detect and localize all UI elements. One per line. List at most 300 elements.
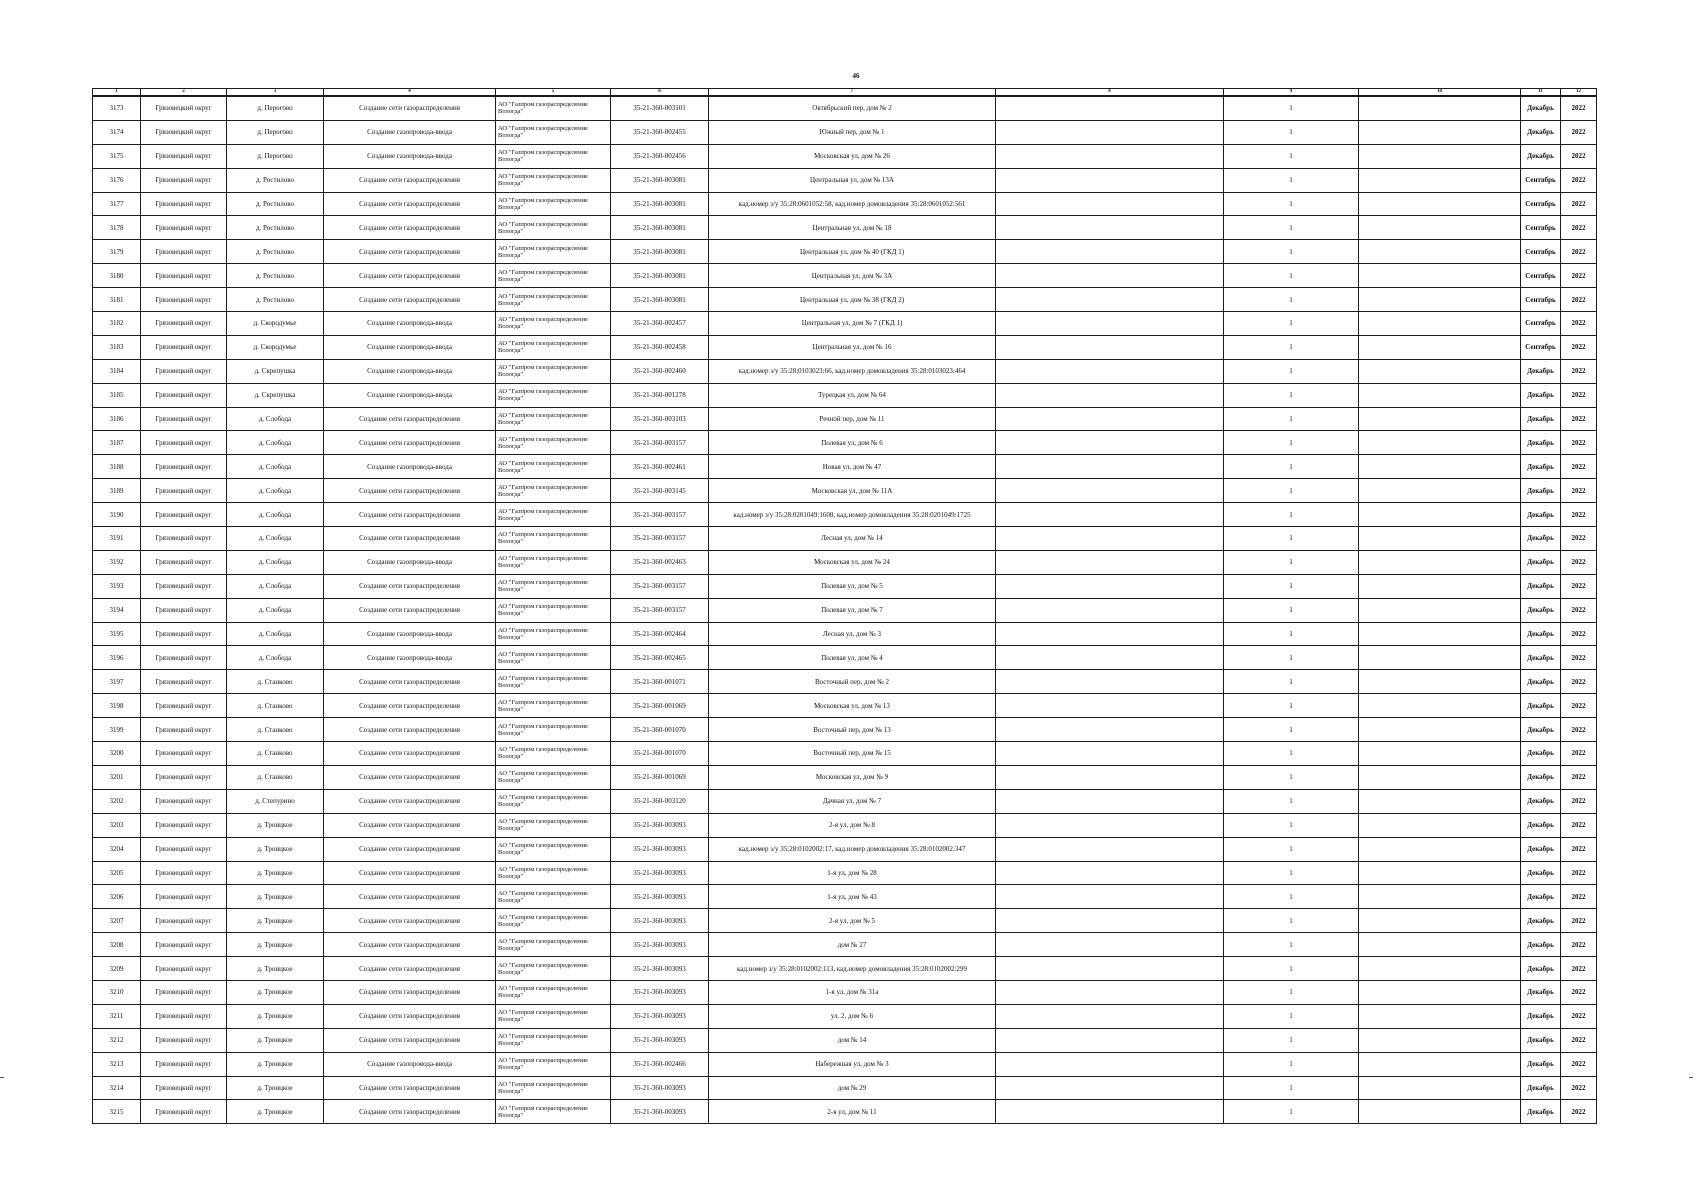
month-cell: Декабрь	[1521, 503, 1561, 527]
empty-cell-8	[996, 646, 1224, 670]
row-number: 3179	[93, 240, 141, 264]
empty-cell-10	[1359, 455, 1521, 479]
address-cell: кад.номер з/у 35:28:0201049:1608, кад.номер домовладения 35:28:0201049:1725	[709, 503, 996, 527]
work-type-cell: Создание сети газораспределения	[324, 885, 496, 909]
row-number: 3192	[93, 550, 141, 574]
month-cell: Декабрь	[1521, 765, 1561, 789]
organization-cell: АО "Газпром газораспределение Вологда"	[496, 670, 611, 694]
row-number: 3195	[93, 622, 141, 646]
year-cell: 2022	[1561, 407, 1597, 431]
empty-cell-10	[1359, 694, 1521, 718]
district-cell: Грязовецкий округ	[141, 216, 227, 240]
object-code-cell: 35-21-360-002466	[611, 1052, 709, 1076]
address-cell: Центральная ул, дом № 13А	[709, 168, 996, 192]
table-row	[93, 335, 1597, 359]
settlement-cell: д. Ростилово	[227, 216, 324, 240]
district-cell: Грязовецкий округ	[141, 431, 227, 455]
month-cell: Декабрь	[1521, 120, 1561, 144]
settlement-cell: д. Скородумье	[227, 335, 324, 359]
organization-cell: АО "Газпром газораспределение Вологда"	[496, 718, 611, 742]
work-type-cell: Создание газопровода-ввода	[324, 646, 496, 670]
object-code-cell: 35-21-360-003093	[611, 980, 709, 1004]
month-cell: Сентябрь	[1521, 335, 1561, 359]
table-row	[93, 1076, 1597, 1100]
object-code-cell: 35-21-360-003157	[611, 527, 709, 551]
row-number: 3204	[93, 837, 141, 861]
address-cell: Полевая ул, дом № 7	[709, 598, 996, 622]
settlement-cell: д. Троицкое	[227, 885, 324, 909]
column-number-11: 11	[1521, 89, 1561, 97]
work-type-cell: Создание сети газораспределения	[324, 933, 496, 957]
empty-cell-10	[1359, 240, 1521, 264]
organization-cell: АО "Газпром газораспределение Вологда"	[496, 359, 611, 383]
empty-cell-8	[996, 1100, 1224, 1124]
empty-cell-8	[996, 980, 1224, 1004]
month-cell: Декабрь	[1521, 861, 1561, 885]
organization-cell: АО "Газпром газораспределение Вологда"	[496, 288, 611, 312]
empty-cell-10	[1359, 598, 1521, 622]
empty-cell-10	[1359, 861, 1521, 885]
work-type-cell: Создание сети газораспределения	[324, 670, 496, 694]
quantity-cell: 1	[1224, 861, 1359, 885]
year-cell: 2022	[1561, 240, 1597, 264]
organization-cell: АО "Газпром газораспределение Вологда"	[496, 789, 611, 813]
empty-cell-8	[996, 837, 1224, 861]
column-number-8: 8	[996, 89, 1224, 97]
table-row	[93, 574, 1597, 598]
month-cell: Декабрь	[1521, 813, 1561, 837]
table-row	[93, 742, 1597, 766]
row-number: 3198	[93, 694, 141, 718]
settlement-cell: д. Троицкое	[227, 1004, 324, 1028]
address-cell: ул. 2, дом № 6	[709, 1004, 996, 1028]
work-type-cell: Создание сети газораспределения	[324, 765, 496, 789]
settlement-cell: д. Скрепушка	[227, 359, 324, 383]
quantity-cell: 1	[1224, 120, 1359, 144]
organization-cell: АО "Газпром газораспределение Вологда"	[496, 933, 611, 957]
address-cell: дом № 14	[709, 1028, 996, 1052]
object-code-cell: 35-21-360-002457	[611, 312, 709, 336]
address-cell: дом № 27	[709, 933, 996, 957]
table-row	[93, 240, 1597, 264]
organization-cell: АО "Газпром газораспределение Вологда"	[496, 813, 611, 837]
quantity-cell: 1	[1224, 598, 1359, 622]
month-cell: Декабрь	[1521, 550, 1561, 574]
year-cell: 2022	[1561, 455, 1597, 479]
table-row	[93, 120, 1597, 144]
address-cell: Восточный пер, дом № 13	[709, 718, 996, 742]
district-cell: Грязовецкий округ	[141, 120, 227, 144]
year-cell: 2022	[1561, 885, 1597, 909]
month-cell: Декабрь	[1521, 1004, 1561, 1028]
quantity-cell: 1	[1224, 670, 1359, 694]
row-number: 3210	[93, 980, 141, 1004]
organization-cell: АО "Газпром газораспределение Вологда"	[496, 957, 611, 981]
empty-cell-8	[996, 288, 1224, 312]
settlement-cell: д. Слобода	[227, 407, 324, 431]
settlement-cell: д. Троицкое	[227, 933, 324, 957]
year-cell: 2022	[1561, 813, 1597, 837]
settlement-cell: д. Слобода	[227, 598, 324, 622]
work-type-cell: Создание сети газораспределения	[324, 288, 496, 312]
organization-cell: АО "Газпром газораспределение Вологда"	[496, 885, 611, 909]
object-code-cell: 35-21-360-002461	[611, 455, 709, 479]
month-cell: Декабрь	[1521, 455, 1561, 479]
quantity-cell: 1	[1224, 216, 1359, 240]
table-row	[93, 407, 1597, 431]
district-cell: Грязовецкий округ	[141, 168, 227, 192]
year-cell: 2022	[1561, 957, 1597, 981]
column-number-12: 12	[1561, 89, 1597, 97]
settlement-cell: д. Ростилово	[227, 240, 324, 264]
month-cell: Декабрь	[1521, 670, 1561, 694]
object-code-cell: 35-21-360-002460	[611, 359, 709, 383]
district-cell: Грязовецкий округ	[141, 718, 227, 742]
row-number: 3181	[93, 288, 141, 312]
empty-cell-8	[996, 335, 1224, 359]
month-cell: Декабрь	[1521, 646, 1561, 670]
address-cell: Центральная ул, дом № 38 (ГКД 2)	[709, 288, 996, 312]
empty-cell-8	[996, 216, 1224, 240]
year-cell: 2022	[1561, 503, 1597, 527]
month-cell: Сентябрь	[1521, 312, 1561, 336]
organization-cell: АО "Газпром газораспределение Вологда"	[496, 335, 611, 359]
row-number: 3197	[93, 670, 141, 694]
object-code-cell: 35-21-360-003081	[611, 288, 709, 312]
address-cell: Московская ул, дом № 13	[709, 694, 996, 718]
empty-cell-8	[996, 550, 1224, 574]
table-row	[93, 96, 1597, 120]
work-type-cell: Создание газопровода-ввода	[324, 550, 496, 574]
organization-cell: АО "Газпром газораспределение Вологда"	[496, 431, 611, 455]
month-cell: Декабрь	[1521, 694, 1561, 718]
empty-cell-8	[996, 861, 1224, 885]
quantity-cell: 1	[1224, 455, 1359, 479]
empty-cell-10	[1359, 288, 1521, 312]
district-cell: Грязовецкий округ	[141, 335, 227, 359]
work-type-cell: Создание сети газораспределения	[324, 694, 496, 718]
district-cell: Грязовецкий округ	[141, 1052, 227, 1076]
column-number-4: 4	[324, 89, 496, 97]
work-type-cell: Создание газопровода-ввода	[324, 120, 496, 144]
margin-mark-right	[1689, 1077, 1693, 1078]
empty-cell-10	[1359, 479, 1521, 503]
empty-cell-10	[1359, 1052, 1521, 1076]
empty-cell-10	[1359, 216, 1521, 240]
row-number: 3212	[93, 1028, 141, 1052]
table-row	[93, 837, 1597, 861]
work-type-cell: Создание сети газораспределения	[324, 861, 496, 885]
quantity-cell: 1	[1224, 933, 1359, 957]
district-cell: Грязовецкий округ	[141, 694, 227, 718]
table-row	[93, 431, 1597, 455]
table-row	[93, 718, 1597, 742]
quantity-cell: 1	[1224, 1052, 1359, 1076]
settlement-cell: д. Троицкое	[227, 909, 324, 933]
table-row	[93, 957, 1597, 981]
work-type-cell: Создание сети газораспределения	[324, 1028, 496, 1052]
work-type-cell: Создание газопровода-ввода	[324, 335, 496, 359]
empty-cell-10	[1359, 144, 1521, 168]
settlement-cell: д. Троицкое	[227, 1076, 324, 1100]
month-cell: Сентябрь	[1521, 192, 1561, 216]
address-cell: Восточный пер, дом № 15	[709, 742, 996, 766]
work-type-cell: Создание сети газораспределения	[324, 718, 496, 742]
row-number: 3205	[93, 861, 141, 885]
settlement-cell: д. Слобода	[227, 527, 324, 551]
object-code-cell: 35-21-360-001070	[611, 742, 709, 766]
settlement-cell: д. Ростилово	[227, 168, 324, 192]
quantity-cell: 1	[1224, 837, 1359, 861]
district-cell: Грязовецкий округ	[141, 885, 227, 909]
row-number: 3207	[93, 909, 141, 933]
table-row	[93, 765, 1597, 789]
month-cell: Декабрь	[1521, 479, 1561, 503]
work-type-cell: Создание газопровода-ввода	[324, 1052, 496, 1076]
empty-cell-8	[996, 527, 1224, 551]
empty-cell-8	[996, 1004, 1224, 1028]
quantity-cell: 1	[1224, 264, 1359, 288]
quantity-cell: 1	[1224, 359, 1359, 383]
settlement-cell: д. Троицкое	[227, 957, 324, 981]
settlement-cell: д. Слобода	[227, 646, 324, 670]
object-code-cell: 35-21-360-002458	[611, 335, 709, 359]
object-code-cell: 35-21-360-001070	[611, 718, 709, 742]
work-type-cell: Создание сети газораспределения	[324, 96, 496, 120]
empty-cell-10	[1359, 550, 1521, 574]
address-cell: Набережная ул, дом № 3	[709, 1052, 996, 1076]
organization-cell: АО "Газпром газораспределение Вологда"	[496, 574, 611, 598]
column-number-header	[93, 89, 1597, 97]
empty-cell-10	[1359, 407, 1521, 431]
year-cell: 2022	[1561, 622, 1597, 646]
table-row	[93, 1028, 1597, 1052]
year-cell: 2022	[1561, 120, 1597, 144]
empty-cell-8	[996, 670, 1224, 694]
work-type-cell: Создание сети газораспределения	[324, 216, 496, 240]
organization-cell: АО "Газпром газораспределение Вологда"	[496, 598, 611, 622]
month-cell: Декабрь	[1521, 1076, 1561, 1100]
empty-cell-8	[996, 503, 1224, 527]
table-row	[93, 1004, 1597, 1028]
empty-cell-8	[996, 359, 1224, 383]
quantity-cell: 1	[1224, 431, 1359, 455]
empty-cell-8	[996, 1028, 1224, 1052]
year-cell: 2022	[1561, 335, 1597, 359]
object-code-cell: 35-21-360-003093	[611, 1100, 709, 1124]
work-type-cell: Создание сети газораспределения	[324, 574, 496, 598]
empty-cell-10	[1359, 957, 1521, 981]
organization-cell: АО "Газпром газораспределение Вологда"	[496, 264, 611, 288]
settlement-cell: д. Троицкое	[227, 813, 324, 837]
quantity-cell: 1	[1224, 813, 1359, 837]
district-cell: Грязовецкий округ	[141, 957, 227, 981]
address-cell: Южный пер, дом № 1	[709, 120, 996, 144]
quantity-cell: 1	[1224, 1028, 1359, 1052]
empty-cell-10	[1359, 192, 1521, 216]
row-number: 3173	[93, 96, 141, 120]
column-number-5: 5	[496, 89, 611, 97]
table-row	[93, 646, 1597, 670]
settlement-cell: д. Перогово	[227, 120, 324, 144]
month-cell: Декабрь	[1521, 527, 1561, 551]
district-cell: Грязовецкий округ	[141, 813, 227, 837]
row-number: 3189	[93, 479, 141, 503]
year-cell: 2022	[1561, 288, 1597, 312]
object-code-cell: 35-21-360-003093	[611, 1076, 709, 1100]
settlement-cell: д. Станково	[227, 670, 324, 694]
year-cell: 2022	[1561, 264, 1597, 288]
row-number: 3201	[93, 765, 141, 789]
object-code-cell: 35-21-360-003093	[611, 1028, 709, 1052]
organization-cell: АО "Газпром газораспределение Вологда"	[496, 694, 611, 718]
table-row	[93, 144, 1597, 168]
year-cell: 2022	[1561, 861, 1597, 885]
year-cell: 2022	[1561, 909, 1597, 933]
row-number: 3186	[93, 407, 141, 431]
object-code-cell: 35-21-360-003157	[611, 574, 709, 598]
empty-cell-8	[996, 407, 1224, 431]
district-cell: Грязовецкий округ	[141, 264, 227, 288]
row-number: 3190	[93, 503, 141, 527]
year-cell: 2022	[1561, 933, 1597, 957]
column-number-1: 1	[93, 89, 141, 97]
row-number: 3202	[93, 789, 141, 813]
district-cell: Грязовецкий округ	[141, 980, 227, 1004]
empty-cell-10	[1359, 359, 1521, 383]
empty-cell-8	[996, 789, 1224, 813]
object-code-cell: 35-21-360-003093	[611, 933, 709, 957]
address-cell: Лесная ул, дом № 14	[709, 527, 996, 551]
empty-cell-8	[996, 383, 1224, 407]
empty-cell-10	[1359, 980, 1521, 1004]
empty-cell-10	[1359, 1004, 1521, 1028]
address-cell: 2-я ул, дом № 5	[709, 909, 996, 933]
empty-cell-8	[996, 96, 1224, 120]
object-code-cell: 35-21-360-003081	[611, 216, 709, 240]
address-cell: кад.номер з/у 35:28:0102002:113, кад.номер домовладения 35:28:0102002:299	[709, 957, 996, 981]
district-cell: Грязовецкий округ	[141, 288, 227, 312]
object-code-cell: 35-21-360-003093	[611, 837, 709, 861]
year-cell: 2022	[1561, 527, 1597, 551]
month-cell: Сентябрь	[1521, 288, 1561, 312]
object-code-cell: 35-21-360-003101	[611, 96, 709, 120]
empty-cell-8	[996, 957, 1224, 981]
quantity-cell: 1	[1224, 1100, 1359, 1124]
address-cell: Московская ул, дом № 24	[709, 550, 996, 574]
month-cell: Декабрь	[1521, 359, 1561, 383]
month-cell: Декабрь	[1521, 598, 1561, 622]
empty-cell-10	[1359, 96, 1521, 120]
work-type-cell: Создание сети газораспределения	[324, 240, 496, 264]
work-type-cell: Создание сети газораспределения	[324, 431, 496, 455]
month-cell: Декабрь	[1521, 1052, 1561, 1076]
row-number: 3215	[93, 1100, 141, 1124]
empty-cell-10	[1359, 670, 1521, 694]
district-cell: Грязовецкий округ	[141, 646, 227, 670]
district-cell: Грязовецкий округ	[141, 598, 227, 622]
empty-cell-10	[1359, 431, 1521, 455]
quantity-cell: 1	[1224, 527, 1359, 551]
month-cell: Декабрь	[1521, 1028, 1561, 1052]
work-type-cell: Создание сети газораспределения	[324, 1100, 496, 1124]
empty-cell-10	[1359, 1100, 1521, 1124]
quantity-cell: 1	[1224, 765, 1359, 789]
year-cell: 2022	[1561, 574, 1597, 598]
table-row	[93, 789, 1597, 813]
quantity-cell: 1	[1224, 312, 1359, 336]
district-cell: Грязовецкий округ	[141, 455, 227, 479]
quantity-cell: 1	[1224, 240, 1359, 264]
column-number-7: 7	[709, 89, 996, 97]
organization-cell: АО "Газпром газораспределение Вологда"	[496, 168, 611, 192]
register-table-body	[93, 89, 1597, 1124]
settlement-cell: д. Слобода	[227, 574, 324, 598]
quantity-cell: 1	[1224, 718, 1359, 742]
empty-cell-8	[996, 240, 1224, 264]
empty-cell-10	[1359, 527, 1521, 551]
empty-cell-8	[996, 264, 1224, 288]
organization-cell: АО "Газпром газораспределение Вологда"	[496, 837, 611, 861]
empty-cell-10	[1359, 789, 1521, 813]
work-type-cell: Создание газопровода-ввода	[324, 622, 496, 646]
organization-cell: АО "Газпром газораспределение Вологда"	[496, 1028, 611, 1052]
address-cell: Московская ул, дом № 9	[709, 765, 996, 789]
row-number: 3199	[93, 718, 141, 742]
organization-cell: АО "Газпром газораспределение Вологда"	[496, 527, 611, 551]
settlement-cell: д. Ростилово	[227, 288, 324, 312]
object-code-cell: 35-21-360-003081	[611, 240, 709, 264]
work-type-cell: Создание газопровода-ввода	[324, 455, 496, 479]
column-number-3: 3	[227, 89, 324, 97]
work-type-cell: Создание сети газораспределения	[324, 789, 496, 813]
empty-cell-8	[996, 144, 1224, 168]
quantity-cell: 1	[1224, 885, 1359, 909]
row-number: 3178	[93, 216, 141, 240]
district-cell: Грязовецкий округ	[141, 837, 227, 861]
settlement-cell: д. Слобода	[227, 503, 324, 527]
work-type-cell: Создание сети газораспределения	[324, 479, 496, 503]
settlement-cell: д. Станково	[227, 765, 324, 789]
table-row	[93, 933, 1597, 957]
year-cell: 2022	[1561, 1076, 1597, 1100]
year-cell: 2022	[1561, 1028, 1597, 1052]
empty-cell-10	[1359, 885, 1521, 909]
object-code-cell: 35-21-360-001069	[611, 765, 709, 789]
month-cell: Сентябрь	[1521, 264, 1561, 288]
empty-cell-10	[1359, 909, 1521, 933]
district-cell: Грязовецкий округ	[141, 861, 227, 885]
district-cell: Грязовецкий округ	[141, 909, 227, 933]
table-row	[93, 813, 1597, 837]
year-cell: 2022	[1561, 718, 1597, 742]
quantity-cell: 1	[1224, 789, 1359, 813]
column-number-10: 10	[1359, 89, 1521, 97]
row-number: 3200	[93, 742, 141, 766]
object-code-cell: 35-21-360-003081	[611, 168, 709, 192]
quantity-cell: 1	[1224, 1004, 1359, 1028]
organization-cell: АО "Газпром газораспределение Вологда"	[496, 407, 611, 431]
settlement-cell: д. Перогово	[227, 144, 324, 168]
work-type-cell: Создание сети газораспределения	[324, 1076, 496, 1100]
district-cell: Грязовецкий округ	[141, 789, 227, 813]
settlement-cell: д. Троицкое	[227, 980, 324, 1004]
row-number: 3183	[93, 335, 141, 359]
address-cell: 2-я ул, дом № 11	[709, 1100, 996, 1124]
work-type-cell: Создание сети газораспределения	[324, 192, 496, 216]
empty-cell-8	[996, 765, 1224, 789]
quantity-cell: 1	[1224, 1076, 1359, 1100]
